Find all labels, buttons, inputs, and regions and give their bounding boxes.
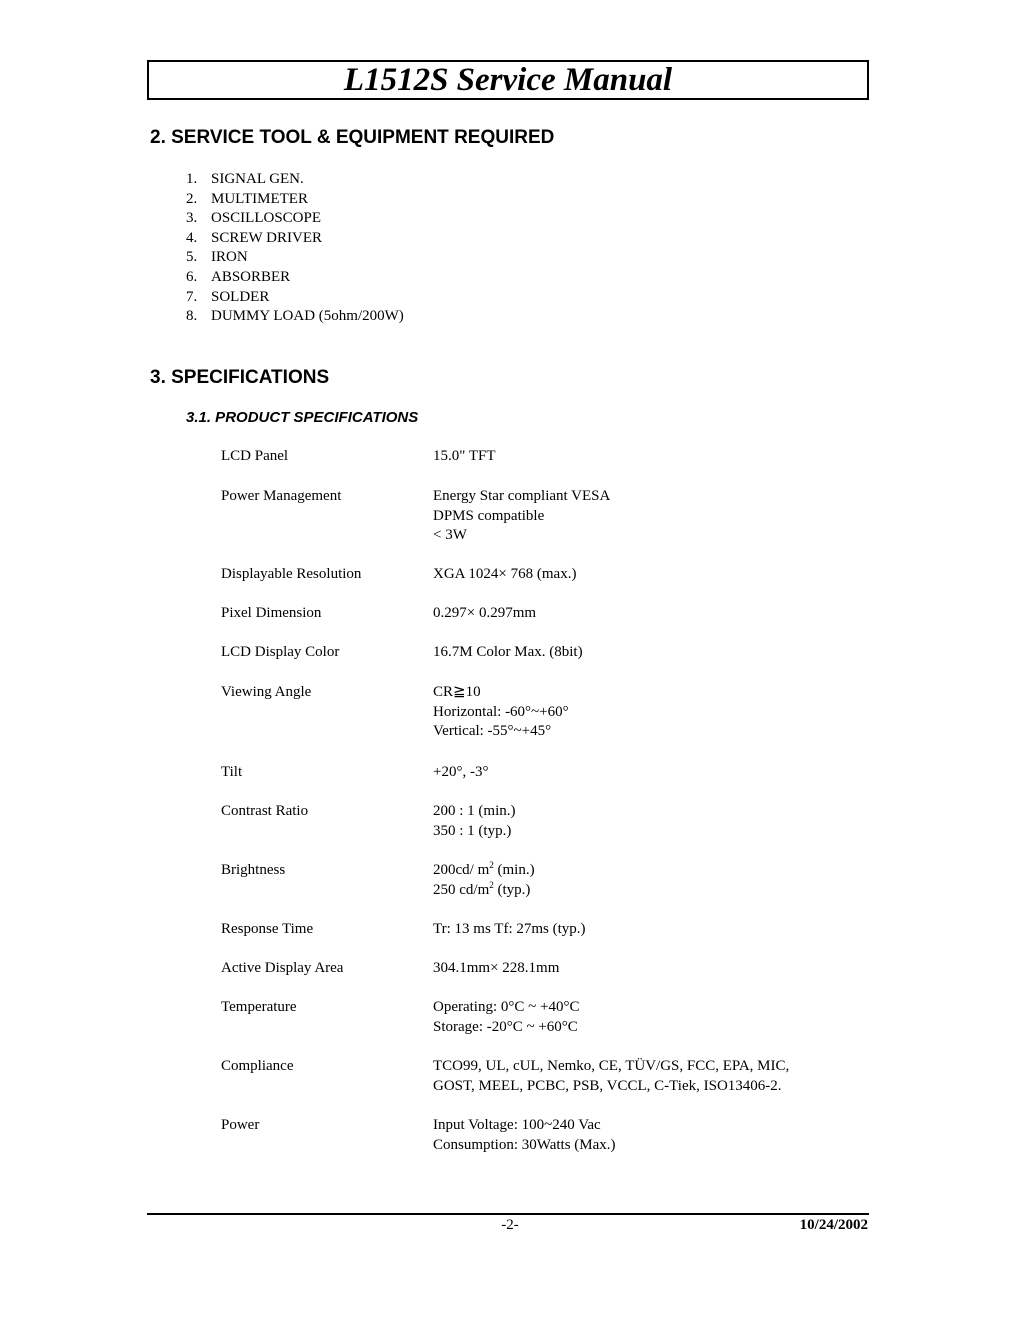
spec-label: Pixel Dimension xyxy=(221,605,322,621)
list-item-text: DUMMY LOAD (5ohm/200W) xyxy=(211,308,404,325)
spec-value xyxy=(433,487,861,546)
list-item-number: 5. xyxy=(186,249,198,266)
spec-label: Active Display Area xyxy=(221,960,344,976)
spec-label: Displayable Resolution xyxy=(221,566,362,582)
list-item-number: 4. xyxy=(186,229,198,246)
list-item-text: SOLDER xyxy=(211,288,270,305)
spec-value xyxy=(433,604,861,624)
spec-label: Viewing Angle xyxy=(221,684,312,700)
spec-value xyxy=(433,1116,861,1155)
spec-label: Power xyxy=(221,1117,260,1133)
brightness-typ-value: 250 cd/m xyxy=(433,881,490,898)
spec-value-line: 200 : 1 (min.) xyxy=(433,803,516,819)
spec-value-line: Horizontal: -60°~+60° xyxy=(433,703,569,720)
section-2-heading: 2. SERVICE TOOL & EQUIPMENT REQUIRED xyxy=(150,127,555,148)
spec-row-power-management xyxy=(221,487,861,546)
page-title: L1512S Service Manual xyxy=(343,61,673,98)
spec-row-displayable-resolution xyxy=(221,565,861,585)
spec-label: Temperature xyxy=(221,999,297,1015)
spec-value-line: XGA 1024× 768 (max.) xyxy=(433,566,577,582)
spec-label: Compliance xyxy=(221,1058,294,1074)
superscript-2: 2 xyxy=(489,879,494,890)
list-item-text: SCREW DRIVER xyxy=(211,229,322,246)
spec-label: Power Management xyxy=(221,488,342,504)
spec-value-line: Consumption: 30Watts (Max.) xyxy=(433,1136,616,1153)
list-item-text: ABSORBER xyxy=(211,268,291,285)
spec-value-line: CR≧10 xyxy=(433,684,481,700)
spec-value xyxy=(433,959,861,979)
list-item xyxy=(186,209,404,229)
brightness-min-suffix: (min.) xyxy=(493,862,535,878)
spec-row-tilt xyxy=(221,763,861,783)
spec-value-line: 350 : 1 (typ.) xyxy=(433,822,512,839)
list-item xyxy=(186,268,404,288)
superscript-2: 2 xyxy=(489,860,494,870)
page-number: -2- xyxy=(501,1217,519,1233)
list-item xyxy=(186,288,404,308)
spec-label: Response Time xyxy=(221,921,314,937)
spec-value-line: 304.1mm× 228.1mm xyxy=(433,960,560,976)
spec-value-line: 0.297× 0.297mm xyxy=(433,605,537,621)
list-item-text: MULTIMETER xyxy=(211,190,308,207)
list-item-number: 7. xyxy=(186,288,198,305)
spec-value-line xyxy=(433,861,861,881)
spec-value-line: 16.7M Color Max. (8bit) xyxy=(433,644,583,660)
spec-value-line: < 3W xyxy=(433,527,467,544)
spec-value-line: Energy Star compliant VESA xyxy=(433,488,611,504)
spec-value-line: Storage: -20°C ~ +60°C xyxy=(433,1018,578,1035)
spec-value xyxy=(433,861,861,900)
spec-label: Contrast Ratio xyxy=(221,803,309,819)
title-box xyxy=(147,60,869,100)
spec-value xyxy=(433,802,861,841)
brightness-typ-suffix: (typ.) xyxy=(493,881,531,898)
footer-divider xyxy=(147,1213,869,1215)
spec-value xyxy=(433,565,861,585)
spec-value xyxy=(433,763,861,783)
list-item-text: SIGNAL GEN. xyxy=(211,171,304,187)
spec-row-lcd-panel xyxy=(221,447,861,467)
spec-value-line: Input Voltage: 100~240 Vac xyxy=(433,1117,601,1133)
brightness-min-value: 200cd/ m xyxy=(433,862,490,878)
spec-value xyxy=(433,683,861,742)
section-3-heading: 3. SPECIFICATIONS xyxy=(150,367,330,388)
spec-value-line: +20°, -3° xyxy=(433,764,489,780)
spec-value xyxy=(433,998,861,1037)
spec-value-line: 15.0" TFT xyxy=(433,448,496,464)
spec-row-response-time xyxy=(221,920,861,940)
list-item xyxy=(186,170,404,190)
spec-label: Tilt xyxy=(221,764,243,780)
spec-row-lcd-display-color xyxy=(221,643,861,663)
list-item-number: 6. xyxy=(186,268,198,285)
spec-value-line: DPMS compatible xyxy=(433,507,545,524)
spec-value xyxy=(433,1057,861,1096)
list-item xyxy=(186,248,404,268)
spec-value xyxy=(433,447,861,467)
list-item-number: 3. xyxy=(186,210,198,227)
list-item-number: 8. xyxy=(186,308,198,325)
list-item xyxy=(186,190,404,210)
spec-value xyxy=(433,920,861,940)
list-item xyxy=(186,229,404,249)
tool-list xyxy=(186,170,404,327)
list-item-number: 2. xyxy=(186,190,198,207)
spec-row-contrast-ratio xyxy=(221,802,861,841)
spec-label: LCD Panel xyxy=(221,448,289,464)
section-3-1-heading: 3.1. PRODUCT SPECIFICATIONS xyxy=(186,409,419,426)
footer-date: 10/24/2002 xyxy=(799,1217,868,1233)
spec-value-line: Tr: 13 ms Tf: 27ms (typ.) xyxy=(433,921,586,937)
spec-row-pixel-dimension xyxy=(221,604,861,624)
spec-value-line xyxy=(433,881,861,901)
list-item-number: 1. xyxy=(186,171,198,187)
spec-value xyxy=(433,643,861,663)
spec-row-temperature xyxy=(221,998,861,1037)
list-item-text: IRON xyxy=(211,249,248,266)
spec-value-line: GOST, MEEL, PCBC, PSB, VCCL, C-Tiek, ISO13406-2. xyxy=(433,1077,782,1094)
spec-row-active-display-area xyxy=(221,959,861,979)
list-item-text: OSCILLOSCOPE xyxy=(211,210,322,227)
spec-value-line: Operating: 0°C ~ +40°C xyxy=(433,999,580,1015)
spec-label: LCD Display Color xyxy=(221,644,340,660)
spec-row-compliance xyxy=(221,1057,861,1096)
spec-row-viewing-angle xyxy=(221,683,861,742)
spec-row-power xyxy=(221,1116,861,1155)
spec-label: Brightness xyxy=(221,862,286,878)
spec-value-line: TCO99, UL, cUL, Nemko, CE, TÜV/GS, FCC, EPA, MIC, xyxy=(433,1058,790,1074)
spec-value-line: Vertical: -55°~+45° xyxy=(433,723,552,740)
list-item xyxy=(186,307,404,327)
spec-row-brightness xyxy=(221,861,861,900)
